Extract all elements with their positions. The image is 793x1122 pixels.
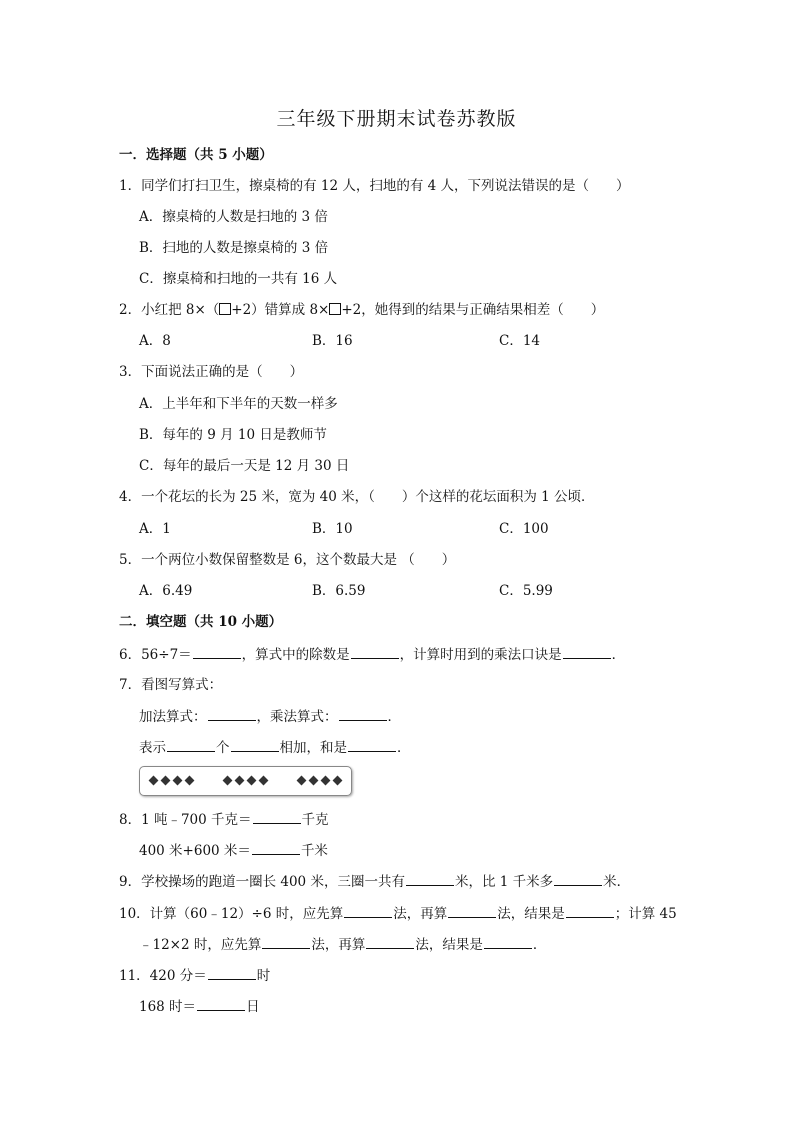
q1-stem: 1．同学们打扫卫生，擦桌椅的有 12 人，扫地的有 4 人，下列说法错误的是（ ） bbox=[119, 178, 630, 194]
q8-line-1 bbox=[119, 810, 329, 829]
q10-text: ． bbox=[532, 937, 547, 953]
q10-line-1 bbox=[119, 904, 677, 923]
diamond-icon bbox=[185, 776, 195, 786]
q2-option-c: C．14 bbox=[499, 333, 541, 349]
diamond-icon bbox=[223, 776, 233, 786]
answer-blank[interactable] bbox=[262, 935, 310, 949]
box-symbol-icon bbox=[329, 303, 341, 315]
q10-text: 法，再算 bbox=[311, 937, 366, 953]
answer-blank[interactable] bbox=[484, 935, 532, 949]
section-heading-fill: 二．填空题（共 10 小题） bbox=[119, 614, 283, 630]
diamond-icon bbox=[247, 776, 257, 786]
q11-line-1 bbox=[119, 966, 270, 985]
q2-stem-part1: 2．小红把 8×（ bbox=[119, 302, 220, 318]
answer-blank[interactable] bbox=[344, 904, 392, 918]
answer-blank[interactable] bbox=[348, 738, 396, 752]
answer-blank[interactable] bbox=[208, 966, 256, 980]
answer-blank[interactable] bbox=[193, 645, 241, 659]
diamond-icon bbox=[235, 776, 245, 786]
q10-text: 10．计算（60﹣12）÷6 时，应先算 bbox=[119, 906, 344, 922]
diamond-icon bbox=[333, 776, 343, 786]
q5-option-c: C．5.99 bbox=[499, 583, 553, 599]
q6-text-2: ，算式中的除数是 bbox=[241, 647, 350, 663]
q7-stem: 7．看图写算式： bbox=[119, 677, 223, 693]
q11-text: 时 bbox=[256, 968, 271, 984]
answer-blank[interactable] bbox=[197, 997, 245, 1011]
q7-line-1 bbox=[139, 707, 401, 726]
q8-text: 400 米+600 米＝ bbox=[139, 843, 251, 859]
q9-text: 米． bbox=[603, 874, 631, 890]
q8-text: 8．1 吨﹣700 千克＝ bbox=[119, 812, 252, 828]
answer-blank[interactable] bbox=[208, 707, 256, 721]
page-title: 三年级下册期末试卷苏教版 bbox=[276, 108, 517, 130]
q2-stem-part2: +2）错算成 8× bbox=[231, 302, 330, 318]
q8-text: 千克 bbox=[301, 812, 329, 828]
diamond-icon bbox=[321, 776, 331, 786]
q10-line-2 bbox=[139, 935, 546, 954]
q9-text: 9．学校操场的跑道一圈长 400 米，三圈一共有 bbox=[119, 874, 405, 890]
q3-option-c: C．每年的最后一天是 12 月 30 日 bbox=[139, 458, 350, 474]
q2-stem bbox=[119, 301, 604, 319]
q6-text-1: 6．56÷7＝ bbox=[119, 647, 192, 663]
answer-blank[interactable] bbox=[566, 904, 614, 918]
q5-stem: 5．一个两位小数保留整数是 6，这个数最大是 （ ） bbox=[119, 552, 456, 568]
q1-option-b: B．扫地的人数是擦桌椅的 3 倍 bbox=[139, 240, 329, 256]
answer-blank[interactable] bbox=[252, 841, 300, 855]
answer-blank[interactable] bbox=[339, 707, 387, 721]
q8-line-2 bbox=[139, 841, 328, 860]
q6-line bbox=[119, 645, 625, 664]
answer-blank[interactable] bbox=[406, 872, 454, 886]
answer-blank[interactable] bbox=[351, 645, 399, 659]
answer-blank[interactable] bbox=[231, 738, 279, 752]
q4-option-b: B．10 bbox=[312, 521, 353, 537]
q10-text: 法，结果是 bbox=[415, 937, 483, 953]
diamond-icon bbox=[309, 776, 319, 786]
answer-blank[interactable] bbox=[563, 645, 611, 659]
q3-option-b: B．每年的 9 月 10 日是教师节 bbox=[139, 427, 327, 443]
diamond-icon bbox=[161, 776, 171, 786]
q7-line-2 bbox=[139, 738, 411, 757]
q3-stem: 3．下面说法正确的是（ ） bbox=[119, 364, 304, 380]
section-heading-choice: 一．选择题（共 5 小题） bbox=[119, 147, 273, 163]
q7-text: 个 bbox=[216, 740, 230, 756]
answer-blank[interactable] bbox=[167, 738, 215, 752]
q7-text: 表示 bbox=[139, 740, 166, 756]
q7-text: ． bbox=[387, 709, 401, 725]
q1-option-c: C．擦桌椅和扫地的一共有 16 人 bbox=[139, 271, 338, 287]
q2-stem-part3: +2，她得到的结果与正确结果相差（ ） bbox=[341, 302, 605, 318]
q7-text: ，乘法算式： bbox=[256, 709, 338, 725]
q10-text: ；计算 45 bbox=[614, 906, 677, 922]
q5-option-b: B．6.59 bbox=[312, 583, 366, 599]
q11-text: 11．420 分＝ bbox=[119, 968, 207, 984]
q6-text-4: ． bbox=[611, 647, 626, 663]
q10-text: ﹣12×2 时，应先算 bbox=[139, 937, 262, 953]
q10-text: 法，结果是 bbox=[497, 906, 565, 922]
q7-text: 加法算式： bbox=[139, 709, 207, 725]
q11-line-2 bbox=[139, 997, 260, 1016]
diamond-icon bbox=[297, 776, 307, 786]
q7-text: 相加，和是 bbox=[279, 740, 347, 756]
q9-text: 米，比 1 千米多 bbox=[454, 874, 554, 890]
q11-text: 168 时＝ bbox=[139, 999, 197, 1015]
q9-line bbox=[119, 872, 630, 891]
q4-option-c: C．100 bbox=[499, 521, 549, 537]
diamond-icon bbox=[259, 776, 269, 786]
q5-option-a: A．6.49 bbox=[139, 583, 193, 599]
q10-text: 法，再算 bbox=[393, 906, 448, 922]
answer-blank[interactable] bbox=[253, 810, 301, 824]
diamond-figure bbox=[139, 766, 352, 796]
q4-option-a: A．1 bbox=[139, 521, 171, 537]
answer-blank[interactable] bbox=[554, 872, 602, 886]
diamond-icon bbox=[149, 776, 159, 786]
q3-option-a: A．上半年和下半年的天数一样多 bbox=[139, 396, 338, 412]
q2-option-b: B．16 bbox=[312, 333, 353, 349]
q2-option-a: A．8 bbox=[139, 333, 171, 349]
q11-text: 日 bbox=[246, 999, 260, 1015]
answer-blank[interactable] bbox=[366, 935, 414, 949]
q1-option-a: A．擦桌椅的人数是扫地的 3 倍 bbox=[139, 209, 328, 225]
q8-text: 千米 bbox=[300, 843, 328, 859]
box-symbol-icon bbox=[219, 303, 231, 315]
q6-text-3: ，计算时用到的乘法口诀是 bbox=[399, 647, 562, 663]
q4-stem: 4．一个花坛的长为 25 米，宽为 40 米，（ ）个这样的花坛面积为 1 公顷． bbox=[119, 489, 595, 505]
answer-blank[interactable] bbox=[448, 904, 496, 918]
q7-text: ． bbox=[397, 740, 411, 756]
diamond-icon bbox=[173, 776, 183, 786]
